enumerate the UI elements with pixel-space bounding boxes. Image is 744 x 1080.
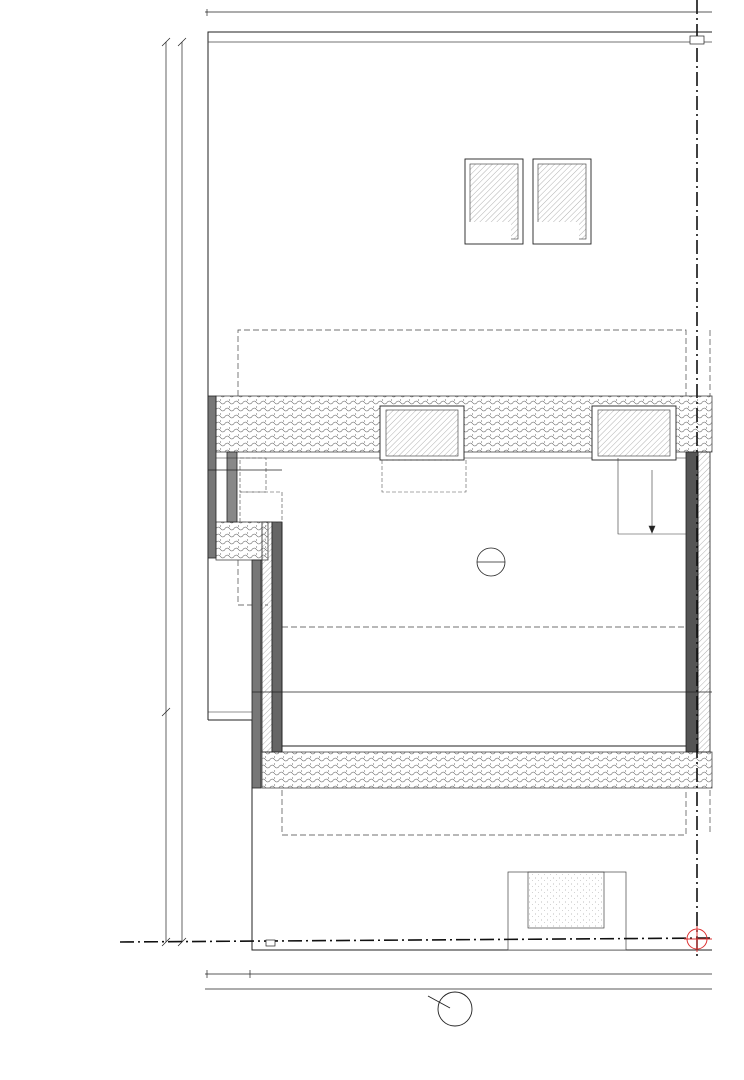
level-marker <box>477 548 505 576</box>
left-dashed-boxes <box>240 458 282 522</box>
staircase <box>618 458 686 534</box>
drawing-title <box>144 988 147 1002</box>
velux-sk08-right <box>592 406 676 460</box>
velux-mk08-left <box>465 159 523 244</box>
room-zolder <box>216 458 686 752</box>
roof-outline <box>208 32 712 950</box>
velux-mk08-right <box>533 159 591 244</box>
dimension-lines <box>162 9 712 989</box>
north-arrow-icon <box>428 992 472 1026</box>
velux-sk08-left <box>380 406 466 492</box>
